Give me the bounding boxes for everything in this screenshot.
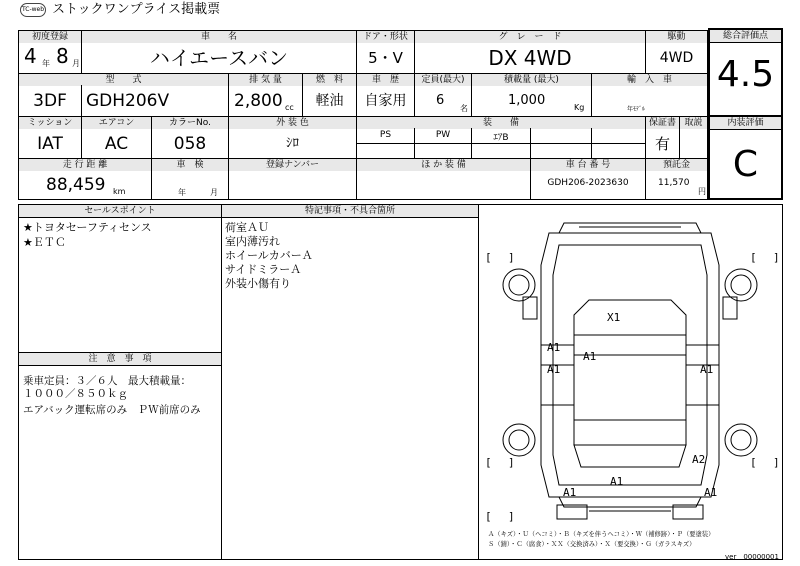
hdr-exterior: 外 装 色 [229,117,356,129]
reg-year-unit: 年 [42,59,50,68]
inspection-year-unit: 年 [178,188,186,197]
damage-mark: A1 [704,486,718,499]
hdr-sales-points: セールスポイント [19,205,221,217]
damage-mark: A1 [610,475,624,488]
capacity: 6 [436,93,445,108]
hdr-notes: 注 意 事 項 [19,353,221,365]
hdr-remarks: 特記事項・不具合箇所 [222,205,478,217]
chassis-number: GDH206-2023630 [547,178,629,188]
model-code: GDH206V [86,91,170,111]
load: 1,000 [508,93,546,108]
hdr-chassis: 車 台 番 号 [531,159,645,171]
hdr-drive: 駆動 [646,31,707,43]
overall-score: 4.5 [716,54,775,95]
remark-5: 外装小傷有り [225,277,291,290]
hdr-equipment: 装 備 [357,117,645,129]
equip-3: ｴｱB [493,133,509,143]
grade: DX 4WD [488,46,572,70]
exterior-color: ｼﾛ [286,136,299,151]
note-line-1: 乗車定員：３／６人 最大積載量： [23,375,191,387]
hdr-manual: 取説 [680,117,707,129]
legend-line-1: Ａ（キズ）・Ｕ（ヘコミ）・Ｂ（キズを伴うヘコミ）・Ｗ（補修跡）・Ｐ（要塗装） [488,531,715,538]
reg-month: 8 [56,44,69,68]
capacity-unit: 名 [460,104,468,113]
hdr-grade: グ レ ー ド [415,31,645,43]
sales-point-1: ★トヨタセーフティセンス [23,221,152,234]
equip-1: PS [379,130,392,140]
hdr-doors: ドア・形状 [357,31,414,43]
warranty: 有 [654,135,670,153]
hdr-warranty: 保証書 [646,117,679,129]
remark-1: 荷室ＡＵ [225,221,269,234]
hdr-interior-score: 内装評価 [710,117,781,129]
hdr-inspection: 車 検 [152,159,228,171]
version: ver 00000001 [725,553,779,561]
mission: IAT [37,134,63,154]
damage-mark: A1 [547,341,561,354]
load-unit: Kg [574,103,585,112]
mileage-unit: km [113,187,126,196]
displacement: 2,800 [234,91,283,111]
hdr-mission: ミッション [19,117,81,129]
hdr-history: 車 歴 [357,74,414,86]
aircon: AC [104,134,129,154]
equip-2: PW [435,130,451,140]
reg-month-unit: 月 [72,59,80,68]
damage-mark: A1 [700,363,714,376]
engine-code: 3DF [33,91,67,111]
damage-mark: A1 [563,486,577,499]
page-title: ストックワンプライス掲載票 [52,2,221,17]
hdr-load: 積載量 (最大) [472,74,591,86]
damage-mark: A1 [547,363,561,376]
inspection-month-unit: 月 [210,188,218,197]
damage-mark: A2 [692,453,706,466]
logo: TC-web [20,3,46,17]
fuel: 軽油 [315,93,344,109]
hdr-displacement: 排 気 量 [229,74,302,86]
remark-4: サイドミラーＡ [225,263,302,276]
hdr-plate: 登録ナンバー [229,159,356,171]
hdr-capacity: 定員(最大) [415,74,471,86]
hdr-other-equip: ほ か 装 備 [357,159,530,171]
drive: 4WD [659,50,694,66]
doors: 5・V [368,49,403,67]
hdr-fuel: 燃 料 [303,74,356,86]
damage-mark: A1 [583,350,597,363]
price-unit: 円 [698,187,706,196]
price: 11,570 [658,178,690,188]
hdr-mileage: 走 行 距 離 [19,159,151,171]
interior-score: C [732,144,759,185]
damage-mark: X1 [607,311,621,324]
hdr-overall-score: 総合評価点 [710,30,781,42]
mileage: 88,459 [46,175,106,195]
car-name: ハイエースバン [149,46,289,70]
hdr-aircon: エアコン [82,117,151,129]
note-line-2: １０００／８５０ｋｇ [23,388,128,400]
remark-3: ホイールカバーＡ [225,249,313,262]
color-no: 058 [173,134,207,154]
import-note: 年ﾓﾃﾞﾙ [627,106,646,113]
displacement-unit: cc [285,103,294,112]
sales-point-2: ★ＥＴＣ [23,236,66,249]
remark-2: 室内薄汚れ [225,235,280,248]
history: 自家用 [364,93,407,109]
reg-year: 4 [24,44,37,68]
vehicle-diagram [479,205,782,560]
legend-line-2: Ｓ（錆）・Ｃ（腐食）・ＸＸ（交換済み）・Ｘ（要交換）・Ｇ（ガラスキズ） [488,541,696,548]
hdr-color-no: カラーNo. [152,117,228,129]
hdr-first-reg: 初度登録 [19,31,81,43]
hdr-model: 型 式 [19,74,228,86]
hdr-price: 預託金 [646,159,707,171]
note-line-3: エアバック運転席のみ ＰＷ前席のみ [23,404,201,416]
hdr-car-name: 車 名 [82,31,356,43]
hdr-import: 輸 入 車 [592,74,707,86]
